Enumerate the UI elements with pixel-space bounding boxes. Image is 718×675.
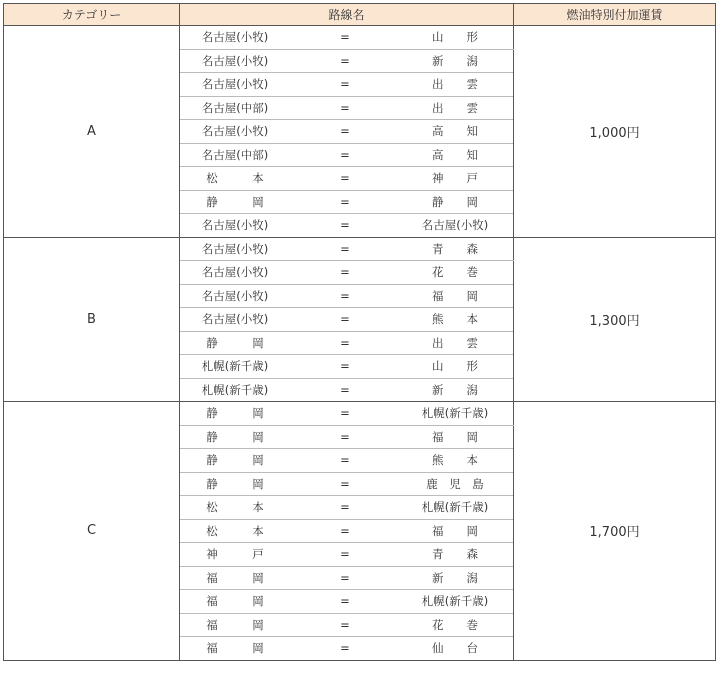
route-cell <box>180 73 514 97</box>
route-destination: 札幌(新千歳) <box>421 406 489 421</box>
route-cell <box>180 566 514 590</box>
route-cell <box>180 425 514 449</box>
category-cell: B <box>4 237 180 402</box>
route-origin: 松 本 <box>206 171 264 186</box>
route-line <box>180 167 513 190</box>
fuel-surcharge-table <box>3 3 716 661</box>
route-destination: 青 森 <box>432 547 478 562</box>
route-destination: 山 形 <box>432 359 478 374</box>
route-origin: 名古屋(中部) <box>201 100 269 115</box>
route-destination: 新 潟 <box>432 570 478 585</box>
route-line <box>180 449 513 472</box>
route-origin: 名古屋(小牧) <box>201 265 269 280</box>
route-cell <box>180 496 514 520</box>
route-line <box>180 614 513 637</box>
route-separator: = <box>340 406 350 421</box>
route-cell <box>180 472 514 496</box>
route-destination: 出 雲 <box>432 100 478 115</box>
route-cell <box>180 167 514 191</box>
route-destination: 山 形 <box>432 30 478 45</box>
route-origin: 名古屋(小牧) <box>201 124 269 139</box>
route-separator: = <box>340 100 350 115</box>
route-destination: 新 潟 <box>432 382 478 397</box>
route-separator: = <box>340 641 350 656</box>
surcharge-fee-cell: 1,000円 <box>514 26 716 238</box>
category-cell: A <box>4 26 180 238</box>
route-origin: 名古屋(小牧) <box>201 241 269 256</box>
route-origin: 静 岡 <box>206 453 264 468</box>
route-cell <box>180 613 514 637</box>
route-destination: 静 岡 <box>432 194 478 209</box>
route-destination: 花 巻 <box>432 617 478 632</box>
route-cell <box>180 214 514 238</box>
route-separator: = <box>340 77 350 92</box>
route-separator: = <box>340 359 350 374</box>
header-row <box>4 4 716 26</box>
route-line <box>180 50 513 73</box>
route-line <box>180 402 513 425</box>
route-separator: = <box>340 288 350 303</box>
route-destination: 出 雲 <box>432 77 478 92</box>
route-destination: 高 知 <box>432 147 478 162</box>
route-origin: 名古屋(小牧) <box>201 218 269 233</box>
route-cell <box>180 519 514 543</box>
route-separator: = <box>340 570 350 585</box>
route-origin: 札幌(新千歳) <box>201 359 269 374</box>
route-cell <box>180 449 514 473</box>
route-line <box>180 543 513 566</box>
route-separator: = <box>340 312 350 327</box>
route-line <box>180 379 513 402</box>
route-origin: 福 岡 <box>206 617 264 632</box>
route-separator: = <box>340 594 350 609</box>
route-origin: 名古屋(小牧) <box>201 77 269 92</box>
route-separator: = <box>340 265 350 280</box>
route-line <box>180 191 513 214</box>
route-origin: 名古屋(小牧) <box>201 312 269 327</box>
route-separator: = <box>340 617 350 632</box>
route-cell <box>180 543 514 567</box>
route-origin: 福 岡 <box>206 570 264 585</box>
route-cell <box>180 402 514 426</box>
route-line <box>180 473 513 496</box>
route-destination: 福 岡 <box>432 523 478 538</box>
surcharge-fee-cell: 1,300円 <box>514 237 716 402</box>
route-line <box>180 637 513 660</box>
route-cell <box>180 637 514 661</box>
route-destination: 名古屋(小牧) <box>421 218 489 233</box>
route-line <box>180 520 513 543</box>
route-origin: 名古屋(中部) <box>201 147 269 162</box>
route-cell <box>180 331 514 355</box>
route-destination: 仙 台 <box>432 641 478 656</box>
route-line <box>180 238 513 261</box>
route-origin: 静 岡 <box>206 476 264 491</box>
route-cell <box>180 308 514 332</box>
route-line <box>180 332 513 355</box>
route-line <box>180 214 513 237</box>
header-route: 路線名 <box>180 4 514 26</box>
route-line <box>180 73 513 96</box>
route-separator: = <box>340 500 350 515</box>
route-separator: = <box>340 147 350 162</box>
route-destination: 札幌(新千歳) <box>421 594 489 609</box>
route-line <box>180 261 513 284</box>
route-destination: 新 潟 <box>432 53 478 68</box>
route-destination: 鹿 児 島 <box>426 476 484 491</box>
route-separator: = <box>340 53 350 68</box>
table-body <box>4 26 716 661</box>
route-line <box>180 26 513 49</box>
route-separator: = <box>340 241 350 256</box>
route-origin: 静 岡 <box>206 429 264 444</box>
route-destination: 神 戸 <box>432 171 478 186</box>
route-cell <box>180 261 514 285</box>
route-line <box>180 355 513 378</box>
route-line <box>180 144 513 167</box>
route-origin: 神 戸 <box>206 547 264 562</box>
route-cell <box>180 96 514 120</box>
route-separator: = <box>340 335 350 350</box>
table-row <box>4 402 716 426</box>
route-origin: 福 岡 <box>206 594 264 609</box>
route-cell <box>180 590 514 614</box>
route-separator: = <box>340 382 350 397</box>
route-cell <box>180 284 514 308</box>
route-origin: 静 岡 <box>206 194 264 209</box>
route-line <box>180 285 513 308</box>
table-row <box>4 237 716 261</box>
header-category: カテゴリー <box>4 4 180 26</box>
route-origin: 名古屋(小牧) <box>201 30 269 45</box>
route-origin: 静 岡 <box>206 406 264 421</box>
route-line <box>180 567 513 590</box>
route-line <box>180 120 513 143</box>
route-line <box>180 496 513 519</box>
route-separator: = <box>340 523 350 538</box>
route-destination: 熊 本 <box>432 312 478 327</box>
route-line <box>180 97 513 120</box>
route-destination: 花 巻 <box>432 265 478 280</box>
route-origin: 松 本 <box>206 500 264 515</box>
route-line <box>180 308 513 331</box>
header-fee: 燃油特別付加運賃 <box>514 4 716 26</box>
route-destination: 青 森 <box>432 241 478 256</box>
route-separator: = <box>340 453 350 468</box>
route-separator: = <box>340 218 350 233</box>
route-destination: 熊 本 <box>432 453 478 468</box>
route-separator: = <box>340 194 350 209</box>
route-origin: 静 岡 <box>206 335 264 350</box>
route-origin: 札幌(新千歳) <box>201 382 269 397</box>
route-separator: = <box>340 124 350 139</box>
route-cell <box>180 26 514 50</box>
surcharge-fee-cell: 1,700円 <box>514 402 716 661</box>
route-separator: = <box>340 171 350 186</box>
route-cell <box>180 143 514 167</box>
route-cell <box>180 378 514 402</box>
route-separator: = <box>340 476 350 491</box>
route-cell <box>180 49 514 73</box>
route-separator: = <box>340 30 350 45</box>
route-origin: 名古屋(小牧) <box>201 53 269 68</box>
route-destination: 出 雲 <box>432 335 478 350</box>
route-destination: 福 岡 <box>432 429 478 444</box>
route-origin: 松 本 <box>206 523 264 538</box>
route-cell <box>180 190 514 214</box>
route-cell <box>180 237 514 261</box>
category-cell: C <box>4 402 180 661</box>
route-destination: 高 知 <box>432 124 478 139</box>
route-destination: 福 岡 <box>432 288 478 303</box>
route-separator: = <box>340 429 350 444</box>
route-line <box>180 426 513 449</box>
route-cell <box>180 120 514 144</box>
route-origin: 名古屋(小牧) <box>201 288 269 303</box>
route-cell <box>180 355 514 379</box>
route-destination: 札幌(新千歳) <box>421 500 489 515</box>
route-line <box>180 590 513 613</box>
route-origin: 福 岡 <box>206 641 264 656</box>
route-separator: = <box>340 547 350 562</box>
table-row <box>4 26 716 50</box>
